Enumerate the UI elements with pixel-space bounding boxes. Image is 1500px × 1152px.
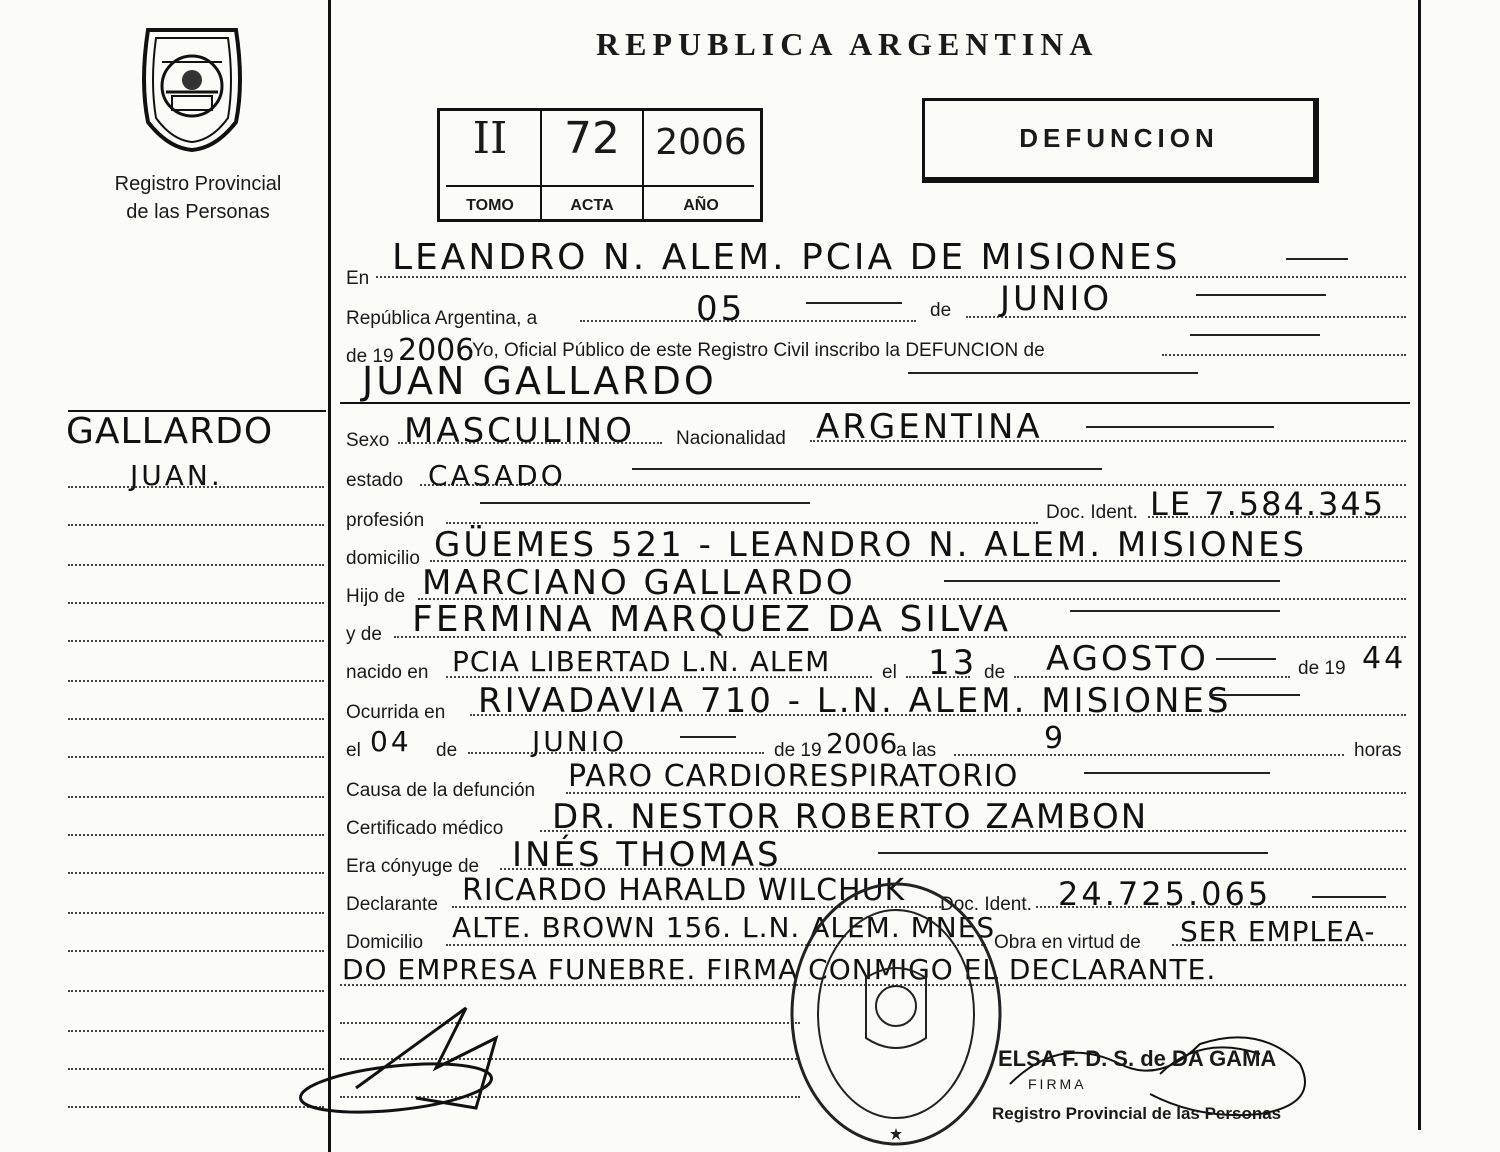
value-def-anio: 2006 (826, 727, 898, 760)
label-domicilio: domicilio (346, 548, 420, 569)
value-nacionalidad: ARGENTINA (816, 407, 1043, 447)
value-nac-anio: 44 (1362, 641, 1407, 676)
value-conyuge: INÉS THOMAS (512, 835, 782, 875)
value-anio: 2006 (398, 333, 475, 368)
value-obra: SER EMPLEA- (1180, 915, 1376, 948)
label-de-19-nac: de 19 (1298, 658, 1346, 679)
margin-line (68, 1068, 324, 1070)
value-sexo: MASCULINO (404, 411, 635, 451)
label-de-19-def: de 19 (774, 740, 822, 761)
label-y-de: y de (346, 624, 382, 645)
anio-value: 2006 (655, 122, 747, 163)
value-lugar: LEANDRO N. ALEM. PCIA DE MISIONES (392, 237, 1181, 278)
value-declarante-doc: 24.725.065 (1058, 875, 1272, 913)
margin-line (68, 950, 324, 952)
label-doc-ident: Doc. Ident. (1046, 502, 1138, 523)
acta-label: ACTA (570, 197, 614, 214)
margin-line (68, 602, 324, 604)
value-def-dia: 04 (370, 725, 412, 758)
value-nac-dia: 13 (928, 643, 978, 683)
official-name: ELSA F. D. S. de DA GAMA (998, 1046, 1277, 1071)
label-causa: Causa de la defunción (346, 780, 536, 801)
label-declarante: Declarante (346, 894, 438, 915)
anio-label: AÑO (683, 197, 719, 214)
margin-line (68, 990, 324, 992)
right-border (1418, 0, 1421, 1130)
value-nombre: JUAN GALLARDO (362, 359, 717, 403)
margin-line (68, 486, 324, 488)
value-ocurrida-en: RIVADAVIA 710 - L.N. ALEM. MISIONES (478, 681, 1232, 721)
label-horas: horas (1354, 740, 1402, 761)
label-de-nac-mes: de (984, 662, 1006, 683)
margin-given-name: JUAN. (130, 459, 223, 492)
label-republica: República Argentina, a (346, 308, 538, 329)
official-org: Registro Provincial de las Personas (992, 1104, 1282, 1123)
registry-box (437, 108, 763, 222)
label-nacido-en: nacido en (346, 662, 429, 683)
label-nacionalidad: Nacionalidad (676, 428, 786, 449)
label-en: En (346, 268, 370, 289)
value-declarante-domicilio: ALTE. BROWN 156. L.N. ALEM. MNES (452, 911, 996, 944)
margin-line (68, 834, 324, 836)
tomo-cell (440, 111, 542, 219)
org-name: Registro Provincial de las Personas (114, 173, 282, 223)
label-el-def: el (346, 740, 361, 761)
label-de-mes: de (930, 300, 952, 321)
value-domicilio: GÜEMES 521 - LEANDRO N. ALEM. MISIONES (434, 525, 1308, 565)
value-obra-cont: DO EMPRESA FUNEBRE. FIRMA CONMIGO EL DECLARANTE. (342, 953, 1217, 986)
label-certificado: Certificado médico (346, 818, 504, 839)
label-sexo: Sexo (346, 430, 390, 451)
margin-line (68, 718, 324, 720)
value-estado: CASADO (428, 459, 566, 492)
label-doc-ident-2: Doc. Ident. (940, 894, 1032, 915)
label-oficial: Yo, Oficial Público de este Registro Civil inscribo la DEFUNCION de (472, 340, 1045, 361)
margin-line (68, 640, 324, 642)
value-padre: MARCIANO GALLARDO (422, 563, 856, 603)
anio-cell (644, 111, 758, 219)
label-hijo-de: Hijo de (346, 586, 406, 607)
value-def-mes: JUNIO (532, 725, 627, 758)
value-dia: 05 (696, 289, 746, 329)
value-declarante: RICARDO HARALD WILCHUK (462, 873, 906, 908)
margin-line (68, 872, 324, 874)
value-nac-mes: AGOSTO (1046, 639, 1209, 679)
label-ocurrida-en: Ocurrida en (346, 702, 446, 723)
margin-line (68, 1106, 324, 1108)
margin-line (68, 680, 324, 682)
label-el-nac: el (882, 662, 897, 683)
label-de-19: de 19 (346, 346, 394, 367)
margin-line (68, 912, 324, 914)
official-role: FIRMA (1028, 1076, 1087, 1092)
value-madre: FERMINA MARQUEZ DA SILVA (412, 599, 1012, 640)
value-doc-ident: LE 7.584.345 (1150, 485, 1386, 523)
margin-line (68, 1030, 324, 1032)
tomo-value: II (472, 113, 508, 164)
document-type-box (922, 98, 1319, 183)
document-type: DEFUNCION (1019, 123, 1219, 153)
value-certificado: DR. NESTOR ROBERTO ZAMBON (552, 797, 1149, 837)
tomo-label: TOMO (466, 197, 514, 214)
margin-line (68, 524, 324, 526)
label-obra: Obra en virtud de (994, 932, 1141, 953)
value-mes: JUNIO (1000, 279, 1113, 319)
page-title: REPUBLICA ARGENTINA (596, 26, 1099, 62)
official-stamp-icon (786, 878, 1006, 1150)
label-domicilio-2: Domicilio (346, 932, 424, 953)
acta-cell (542, 111, 644, 219)
value-causa: PARO CARDIORESPIRATORIO (568, 759, 1019, 794)
value-nacido-en: PCIA LIBERTAD L.N. ALEM (452, 645, 831, 678)
label-a-las: a las (896, 740, 937, 761)
label-profesion: profesión (346, 510, 425, 531)
label-conyuge: Era cónyuge de (346, 856, 480, 877)
margin-line (68, 796, 324, 798)
label-de-def-mes: de (436, 740, 458, 761)
value-def-hora: 9 (1044, 721, 1067, 756)
acta-value: 72 (564, 113, 620, 164)
declarant-signature-icon (296, 978, 536, 1118)
margin-surname: GALLARDO (66, 411, 274, 452)
label-estado: estado (346, 470, 404, 491)
margin-line (68, 756, 324, 758)
margin-line (68, 564, 324, 566)
provincial-seal-icon (136, 22, 248, 152)
